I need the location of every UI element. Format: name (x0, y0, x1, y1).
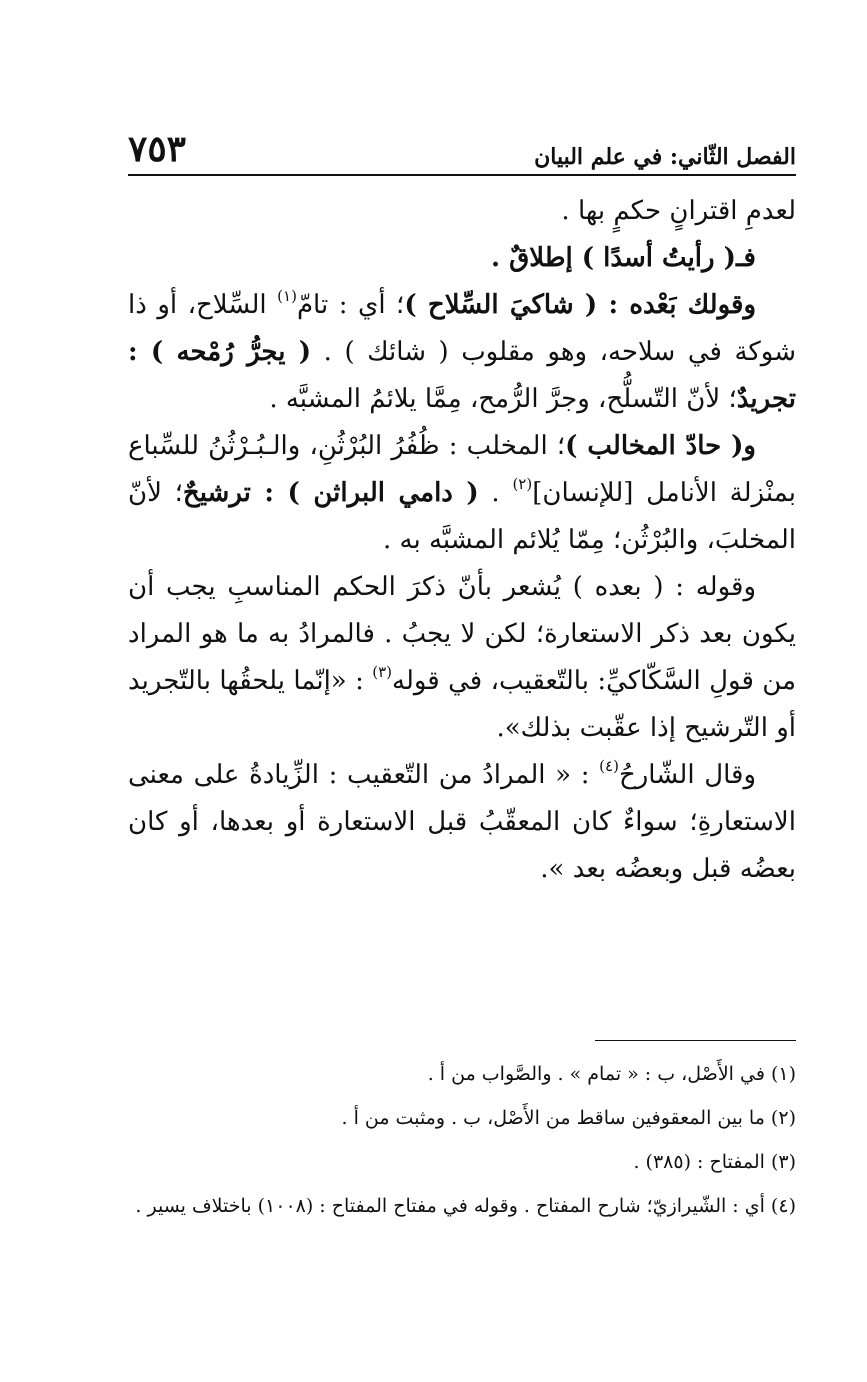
text-run: : « المرادُ من التّعقيب : الزِّيادةُ على معنى الاستعارةِ؛ سواءٌ كان المعقّبُ قبل الاستعارة أو بعدها، أو كان بعضُه قبل وبعضُه بعد ». (128, 760, 796, 884)
footnote-4: (٤) أي : الشّيرازيّ؛ شارح المفتاح . وقوله في مفتاح المفتاح : (١٠٠٨) باختلاف يسير . (135, 1195, 796, 1217)
header-rule (128, 174, 796, 176)
bold-phrase: فـ( رأيتُ أسدًا ) إطلاقٌ . (491, 243, 756, 273)
paragraph-1: لعدمِ اقترانٍ حكمٍ بها . (561, 196, 796, 226)
footnote-ref-2: (٢) (512, 475, 533, 493)
main-text (128, 188, 796, 893)
chapter-title: الفصل الثّاني: في علم البيان (534, 144, 796, 170)
bold-phrase: و( حادّ المخالب ) (565, 431, 756, 461)
text-run: السِّلاح، أو ذا شوكة في سلاحه، وهو مقلوب ( شائك ) . (128, 290, 796, 367)
text-run: وقوله : ( بعده ) يُشعر بأنّ ذكرَ الحكم المناسبِ يجب أن يكون بعد ذكر الاستعارة؛ لكن لا يجبُ . فالمرادُ به ما هو المراد من قولِ السَّكّاكيِّ: بالتّعقيب، في قوله (128, 572, 796, 696)
bold-phrase: وقولك بَعْده : ( شاكيَ السِّلاح ) (404, 290, 757, 320)
footnotes (128, 1052, 796, 1228)
text-run: ؛ المخلب : ظُفُرُ البُرْثُنِ، والـبُـرْثُنُ للسِّباع بمنْزلة الأنامل [للإنسان] (128, 431, 796, 508)
footnote-ref-4: (٤) (599, 757, 619, 775)
footnote-ref-3: (٣) (372, 663, 392, 681)
text-run: ؛ لأنّ التّسلُّح، وجرَّ الرُّمح، مِمَّا يلائمُ المشبَّه . (269, 384, 737, 414)
text-run: ؛ أي : تامّ (296, 290, 405, 320)
footnote-rule (595, 1040, 796, 1041)
text-run: : «إنّما يلحقُها بالتّجريد أو التّرشيح إذا عقّبت بذلك». (128, 666, 796, 743)
page-number: ٧٥٣ (128, 128, 187, 170)
bold-phrase: ( دامي البراثن ) : ترشيحٌ (182, 478, 479, 508)
footnote-1: (١) في الأَصْل، ب : « تمام » . والصَّواب من أ . (427, 1063, 796, 1085)
bold-phrase: ( يجرُّ رُمْحه ) : تجريدٌ (128, 337, 796, 414)
paragraph-2 (128, 235, 796, 282)
text-run: وقال الشّارحُ (618, 760, 756, 790)
footnote-2: (٢) ما بين المعقوفين ساقط من الأَصْل، ب . ومثبت من أ . (341, 1107, 796, 1129)
footnote-3: (٣) المفتاح : (٣٨٥) . (633, 1151, 796, 1173)
running-header (128, 128, 796, 170)
paragraph-5 (128, 564, 796, 752)
paragraph-6 (128, 752, 796, 893)
text-run: ؛ لأنّ المخلبَ، والبُرْثُن؛ مِمّا يُلائم المشبَّه به . (128, 478, 796, 555)
footnote-ref-1: (١) (277, 287, 297, 305)
paragraph-4 (128, 423, 796, 564)
text-run: . (478, 478, 513, 508)
paragraph-3 (128, 282, 796, 423)
